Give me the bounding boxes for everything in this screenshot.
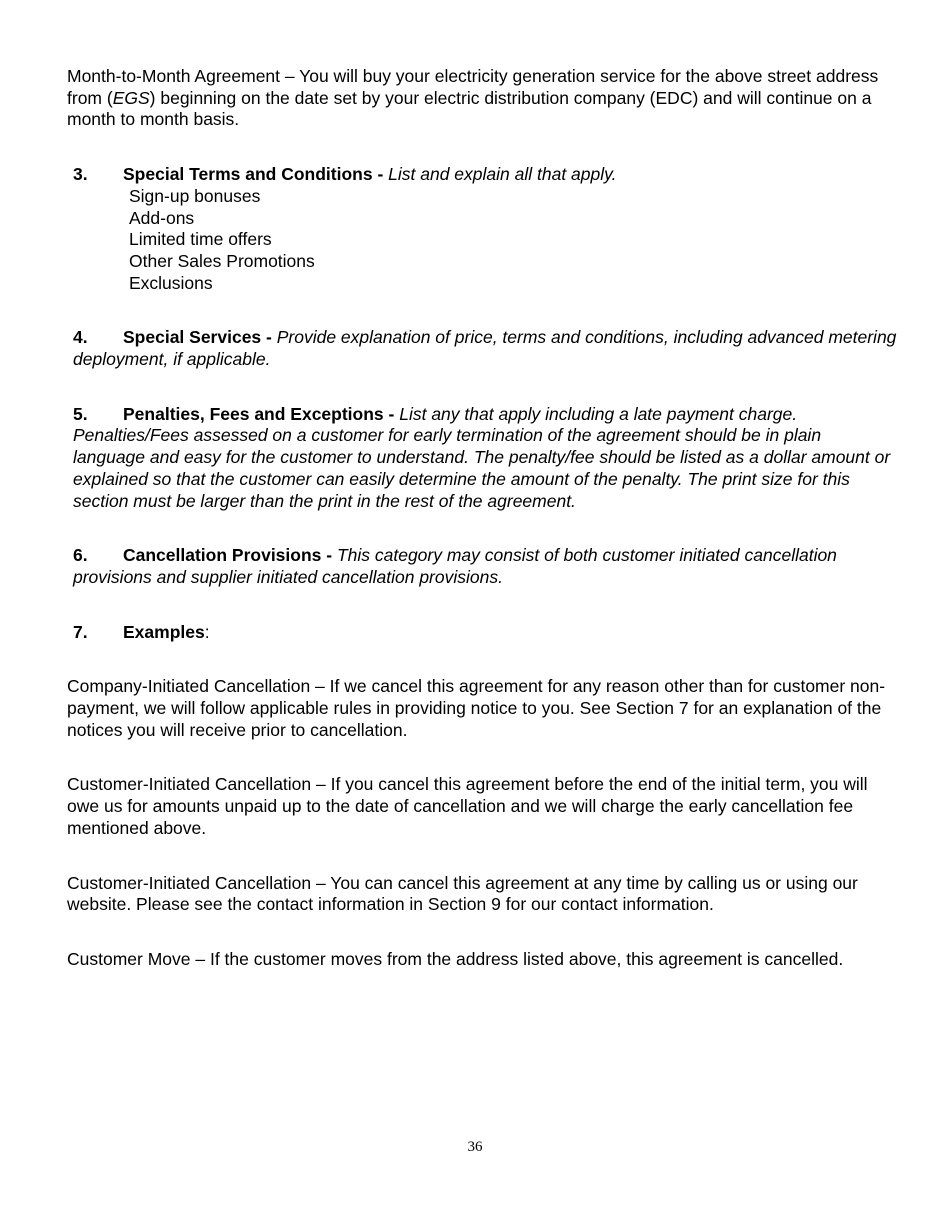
list-item: Other Sales Promotions (129, 250, 315, 271)
section-7 (67, 622, 897, 644)
list-item: Sign-up bonuses (129, 185, 261, 206)
list-item: Add-ons (129, 207, 195, 228)
section-4-note: Provide explanation of price, terms and conditions, including advanced metering deployment, if applicable. (73, 327, 897, 370)
section-7-colon: : (204, 621, 210, 642)
document-page (67, 66, 897, 1004)
section-5-note: List any that apply including a late payment charge. Penalties/Fees assessed on a customer for early termination of the agreement should be in plain language and easy for the customer to understand. The penalty/fee should be listed as a dollar amount or explained so that the customer can easily determine the amount of the penalty. The print size for this section must be larger than the print in the rest of the agreement. (73, 403, 891, 511)
section-6-note: This category may consist of both customer initiated cancellation provisions and supplier initiated cancellation provisions. (73, 545, 837, 587)
section-6-title: Cancellation Provisions - (123, 545, 333, 566)
section-3 (67, 164, 897, 294)
section-4 (67, 327, 897, 370)
example-customer-cancellation-early: Customer-Initiated Cancellation – If you cancel this agreement before the end of the initial term, you will owe us for amounts unpaid up to the date of cancellation and we will charge the early cancellation fee mentioned above. (67, 774, 868, 838)
list-item: Limited time offers (129, 229, 272, 250)
example-company-cancellation: Company-Initiated Cancellation – If we cancel this agreement for any reason other than for customer non-payment, we will follow applicable rules in providing notice to you. See Section 7 for an explanation of the notices you will receive prior to cancellation. (67, 676, 886, 740)
intro-abbr: EGS (112, 87, 150, 108)
section-7-title: Examples (123, 621, 205, 642)
month-to-month-paragraph (67, 66, 897, 131)
intro-pre: Month-to-Month Agreement – You will buy your electricity generation service for the above street address from ( (67, 66, 879, 108)
section-5 (67, 404, 897, 513)
section-7-number: 7. (73, 621, 88, 642)
list-item: Exclusions (129, 272, 213, 293)
section-5-number: 5. (73, 403, 88, 424)
section-5-title: Penalties, Fees and Exceptions - (123, 403, 395, 424)
example-customer-move: Customer Move – If the customer moves from the address listed above, this agreement is cancelled. (67, 948, 844, 969)
page-number: 36 (467, 1139, 483, 1155)
intro-post: ) beginning on the date set by your electric distribution company (EDC) and will continue on a month to month basis. (67, 87, 872, 130)
section-3-number: 3. (73, 164, 88, 185)
section-4-number: 4. (73, 327, 88, 348)
section-6-number: 6. (73, 545, 88, 566)
example-customer-cancellation-anytime: Customer-Initiated Cancellation – You can cancel this agreement at any time by calling us or using our website. Please see the contact information in Section 9 for our contact information. (67, 872, 858, 915)
section-4-title: Special Services - (123, 327, 272, 348)
section-6 (67, 545, 897, 588)
section-3-items (73, 186, 897, 295)
section-3-note: List and explain all that apply. (388, 164, 617, 185)
section-3-title: Special Terms and Conditions - (123, 164, 384, 185)
